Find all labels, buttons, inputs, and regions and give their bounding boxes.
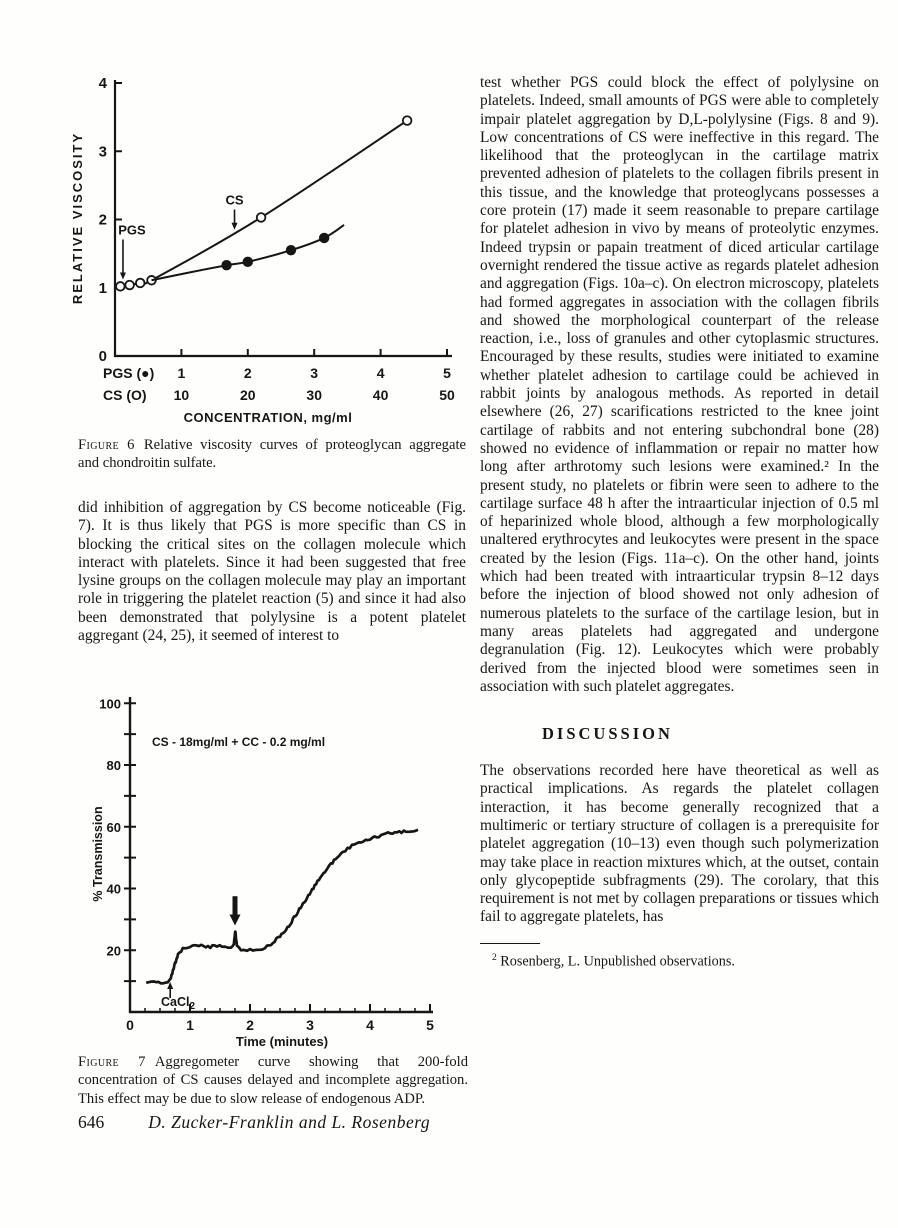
svg-text:% Transmission: % Transmission [91,806,105,902]
left-column-paragraph: did inhibition of aggregation by CS become noticeable (Fig. 7). It is thus likely that PGS is more specific than CS in blocking the critical sites on the collagen molecule which interact with platelets. Since it had been suggested that free lysine groups on the collagen molecule may play an important role in triggering the platelet reaction (5) and since it had also been demonstrated that polylysine is a potent platelet aggregant (24, 25), it seemed of interest to [78,499,466,645]
right-column-paragraph-2: The observations recorded here have theoretical as well as practical implications. As regards the platelet collagen interaction, it has become generally recognized that a multimeric or tertiary structure of collagen is a prerequisite for platelet aggregation (10–13) even though such polymerization may take place in reaction mixtures which, at the outset, contain only glycopeptide subfragments (29). The corolary, that this requirement is not met by collagen preparations or tissues which fail to aggregate platelets, has [480,762,879,926]
pgs-point [244,258,253,267]
footnote-rule [480,943,540,944]
svg-text:20: 20 [240,387,256,403]
cacl2-annotation: CaCl$_2$ [161,995,196,1012]
right-column-paragraph-1: test whether PGS could block the effect of polylysine on platelets. Indeed, small amounts of PGS were able to completely impair platelet aggregation by D,L-polylysine (Figs. 8 and 9). Low concentrations of CS were ineffective in this regard. The likelihood that the proteoglycan in the cartilage matrix prevented adhesion of platelets to the collagen fibrils present in this tissue, and the knowledge that proteoglycans possesses a core protein (17) made it seem reasonable to prepare cartilage for platelet adhesion in vivo by means of proteolytic enzymes. Indeed trypsin or papain treatment of diced articular cartilage overnight rendered the tissue active as regards platelet adhesion and aggregation (Figs. 10a–c). On electron microscopy, platelets had formed aggregates in association with the collagen fibrils and showed the morphological counterpart of the release reaction, i.e., loss of granules and other cytoplasmic structures. Encouraged by these results, studies were initiated to examine whether platelet adhesion to cartilage could be achieved in rabbit joints by analogous methods. As reported in detail elsewhere (26, 27) scarifications restricted to the knee joint cartilage of rabbits and not entering subchondral bone (28) showed no evidence of inflammation or repair no matter how long after arthrotomy such lesions were examined.² In the present study, no platelets or fibrin were seen to adhere to the cartilage surface 48 h after the intraarticular injection of 0.5 ml of heparinized whole blood, although a few morphologically unaltered erythrocytes and leukocytes were present in the space created by the lesion (Figs. 11a–c). On the other hand, joints which had been treated with intraarticular trypsin 8–12 days before the injection of blood showed not only adhesion of numerous platelets to the surface of the cartilage lesion, but in many areas platelets had aggregated and undergone degranulation (Fig. 12). Leukocytes which were probably derived from the injected blood were sometimes seen in association with such platelet aggregates. [480,74,879,695]
down-arrow-icon [232,223,238,230]
svg-text:2: 2 [243,365,252,381]
down-arrow-icon [120,273,126,280]
svg-text:1: 1 [177,365,186,381]
svg-text:50: 50 [439,387,455,403]
figure6-caption-text: Relative viscosity curves of proteoglycan aggregate and chondroitin sulfate. [78,437,466,472]
condition-annotation: CS - 18mg/ml + CC - 0.2 mg/ml [152,735,326,749]
svg-text:30: 30 [306,387,322,403]
transmission-trace [146,830,418,984]
cs-curve [120,121,407,287]
cs-annotation: CS [225,192,244,208]
figure6-caption [78,436,466,473]
footnote-marker: 2 [492,952,497,963]
figure7-plot [91,696,434,1049]
svg-text:1: 1 [186,1017,194,1033]
cs-point [136,279,145,288]
svg-text:10: 10 [173,387,190,403]
figure7-caption-label: Figure 7 [78,1054,146,1070]
svg-text:4: 4 [98,75,107,92]
svg-text:CS (O): CS (O) [103,387,147,403]
pgs-point [320,234,329,243]
pgs-annotation: PGS [118,222,146,238]
svg-text:4: 4 [376,365,385,381]
svg-text:3: 3 [310,365,319,381]
svg-text:3: 3 [98,143,107,161]
svg-text:100: 100 [99,696,121,712]
svg-text:Time (minutes): Time (minutes) [235,1034,329,1049]
pgs-point [222,261,231,270]
right-column [480,74,879,971]
figure7-chart [75,683,467,1051]
svg-text:0: 0 [98,348,107,365]
svg-text:1: 1 [98,279,107,297]
svg-text:80: 80 [106,758,121,773]
figure6-caption-label: Figure 6 [78,437,135,453]
svg-text:PGS (●): PGS (●) [103,365,155,381]
pgs-point [287,246,296,255]
svg-text:2: 2 [98,211,107,229]
figure7-caption-text: Aggregometer curve showing that 200-fold concentration of CS causes delayed and incomplete aggregation. This effect may be due to slow release of endogenous ADP. [78,1054,468,1107]
cs-point [403,116,412,125]
page-number: 646 [78,1112,105,1132]
svg-text:20: 20 [106,943,121,959]
down-arrow-icon [230,914,241,925]
pgs-curve [152,225,345,280]
svg-text:0: 0 [126,1017,134,1033]
svg-text:RELATIVE VISCOSITY: RELATIVE VISCOSITY [70,131,85,305]
svg-text:2: 2 [246,1017,254,1033]
svg-text:5: 5 [426,1017,434,1033]
svg-text:40: 40 [106,881,121,897]
svg-text:5: 5 [443,365,451,381]
figure7 [75,683,467,1056]
figure7-caption [78,1053,468,1108]
cs-point [257,213,266,222]
cs-point [116,282,125,291]
footnote-text: Rosenberg, L. Unpublished observations. [500,953,735,970]
footnote [480,950,879,971]
cs-point [125,281,134,290]
discussion-heading: DISCUSSION [542,724,673,744]
axes [115,80,452,356]
running-authors: D. Zucker-Franklin and L. Rosenberg [148,1112,431,1132]
svg-text:60: 60 [106,819,121,835]
figure6-plot [70,75,455,425]
figure6-chart [70,66,465,433]
svg-text:4: 4 [366,1017,374,1033]
figure6 [70,66,465,438]
svg-text:CONCENTRATION, mg/ml: CONCENTRATION, mg/ml [183,410,353,425]
svg-text:3: 3 [306,1017,314,1033]
svg-text:40: 40 [372,387,389,403]
page-footer [78,1112,430,1133]
